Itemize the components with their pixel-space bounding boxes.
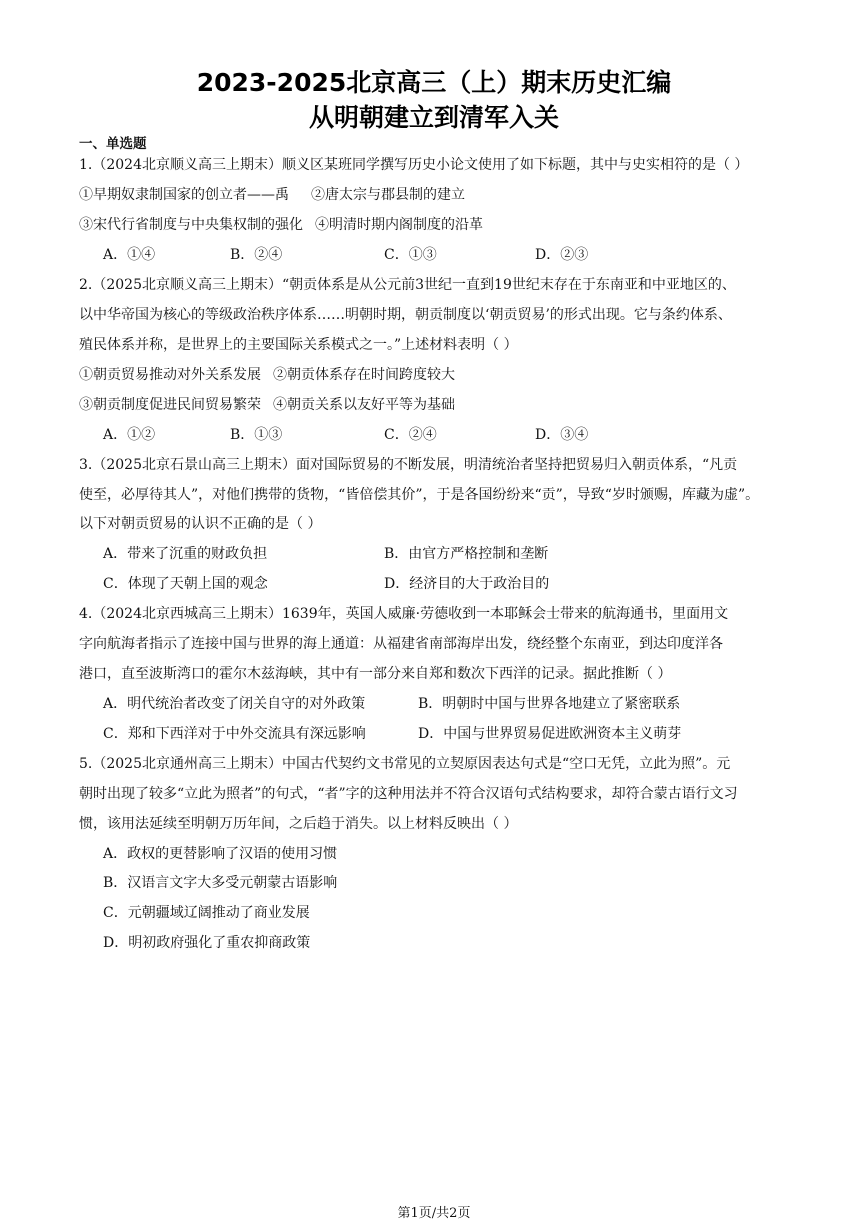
- question-3-option-a[interactable]: A．带来了沉重的财政负担: [103, 546, 268, 562]
- question-3-option-c[interactable]: C．体现了天朝上国的观念: [103, 576, 268, 592]
- question-2-stem-line2: 以中华帝国为核心的等级政治秩序体系……明朝时期，朝贡制度以‘朝贡贸易’的形式出现。它与条约体系、: [79, 307, 732, 323]
- question-2-item-2: ②朝贡体系存在时间跨度较大: [273, 367, 455, 383]
- question-1-items-row1: [79, 185, 799, 205]
- question-2-item-4: ④朝贡关系以友好平等为基础: [273, 397, 455, 413]
- question-5-option-d[interactable]: D．明初政府强化了重农抑商政策: [103, 935, 311, 951]
- question-4-stem-line3: 港口，直至波斯湾口的霍尔木兹海峡，其中有一部分来自郑和数次下西洋的记录。据此推断（ ）: [79, 666, 672, 682]
- question-5-stem-line1: 5.（2025北京通州高三上期末）中国古代契约文书常见的立契原因表达句式是“空口无凭，立此为照”。元: [79, 756, 731, 772]
- question-3-option-d[interactable]: D．经济目的大于政治目的: [384, 576, 550, 592]
- question-5-option-b[interactable]: B．汉语言文字大多受元朝蒙古语影响: [103, 875, 338, 891]
- section-heading: 一、单选题: [79, 136, 147, 152]
- question-4-option-a[interactable]: A．明代统治者改变了闭关自守的对外政策: [103, 696, 366, 712]
- question-2-stem-line1: 2.（2025北京顺义高三上期末）“朝贡体系是从公元前3世纪一直到19世纪末存在于东南亚和中亚地区的、: [79, 277, 736, 293]
- question-5-option-a[interactable]: A．政权的更替影响了汉语的使用习惯: [103, 846, 338, 862]
- question-3-stem-line2: 使至，必厚待其人”，对他们携带的货物，“皆倍偿其价”，于是各国纷纷来“贡”，导致“岁时颁赐，库藏为虚”。: [79, 487, 760, 503]
- question-3-stem-line1: 3.（2025北京石景山高三上期末）面对国际贸易的不断发展，明清统治者坚持把贸易归入朝贡体系，“凡贡: [79, 457, 738, 473]
- question-2-item-3: ③朝贡制度促进民间贸易繁荣: [79, 397, 261, 413]
- question-4-option-d[interactable]: D．中国与世界贸易促进欧洲资本主义萌芽: [418, 726, 682, 742]
- question-2-items-row2: [79, 395, 799, 415]
- document-title: 2023-2025北京高三（上）期末历史汇编: [196, 68, 672, 97]
- question-4-stem-line1: 4.（2024北京西城高三上期末）1639年，英国人威廉·劳德收到一本耶稣会士带来的航海通书，里面用文: [79, 606, 729, 622]
- question-2-stem-line3: 殖民体系并称，是世界上的主要国际关系模式之一。”上述材料表明（ ）: [79, 337, 518, 353]
- question-1-option-b[interactable]: B．②④: [230, 247, 283, 263]
- question-2-option-d[interactable]: D．③④: [535, 427, 589, 443]
- question-2-option-c[interactable]: C．②④: [384, 427, 437, 443]
- question-1-option-d[interactable]: D．②③: [535, 247, 589, 263]
- question-1-item-1: ①早期奴隶制国家的创立者——禹: [79, 187, 289, 203]
- document-subtitle: 从明朝建立到清军入关: [308, 103, 559, 132]
- question-4-option-b[interactable]: B．明朝时中国与世界各地建立了紧密联系: [418, 696, 681, 712]
- page-footer: 第1页/共2页: [397, 1206, 471, 1221]
- question-1-stem: 1.（2024北京顺义高三上期末）顺义区某班同学撰写历史小论文使用了如下标题，其中与史实相符的是（ ）: [79, 157, 749, 173]
- question-5-stem-line2: 朝时出现了较多“立此为照者”的句式，“者”字的这种用法并不符合汉语句式结构要求，却符合蒙古语行文习: [79, 786, 738, 802]
- question-1-option-a[interactable]: A．①④: [103, 247, 156, 263]
- question-4-stem-line2: 字向航海者指示了连接中国与世界的海上通道：从福建省南部海岸出发，绕经整个东南亚，到达印度洋各: [79, 636, 723, 652]
- question-3-stem-line3: 以下对朝贡贸易的认识不正确的是（ ）: [79, 516, 322, 532]
- question-3-option-b[interactable]: B．由官方严格控制和垄断: [384, 546, 549, 562]
- question-2-option-a[interactable]: A．①②: [103, 427, 156, 443]
- question-1-item-4: ④明清时期内阁制度的沿革: [315, 217, 483, 233]
- question-5-option-c[interactable]: C．元朝疆域辽阔推动了商业发展: [103, 905, 310, 921]
- question-5-stem-line3: 惯，该用法延续至明朝万历年间，之后趋于消失。以上材料反映出（ ）: [79, 816, 518, 832]
- question-2-items-row1: [79, 365, 799, 385]
- question-2-item-1: ①朝贡贸易推动对外关系发展: [79, 367, 261, 383]
- question-1-item-3: ③宋代行省制度与中央集权制的强化: [79, 217, 303, 233]
- question-4-option-c[interactable]: C．郑和下西洋对于中外交流具有深远影响: [103, 726, 366, 742]
- question-2-option-b[interactable]: B．①③: [230, 427, 283, 443]
- question-1-option-c[interactable]: C．①③: [384, 247, 437, 263]
- question-1-item-2: ②唐太宗与郡县制的建立: [311, 187, 465, 203]
- question-1-items-row2: [79, 215, 799, 235]
